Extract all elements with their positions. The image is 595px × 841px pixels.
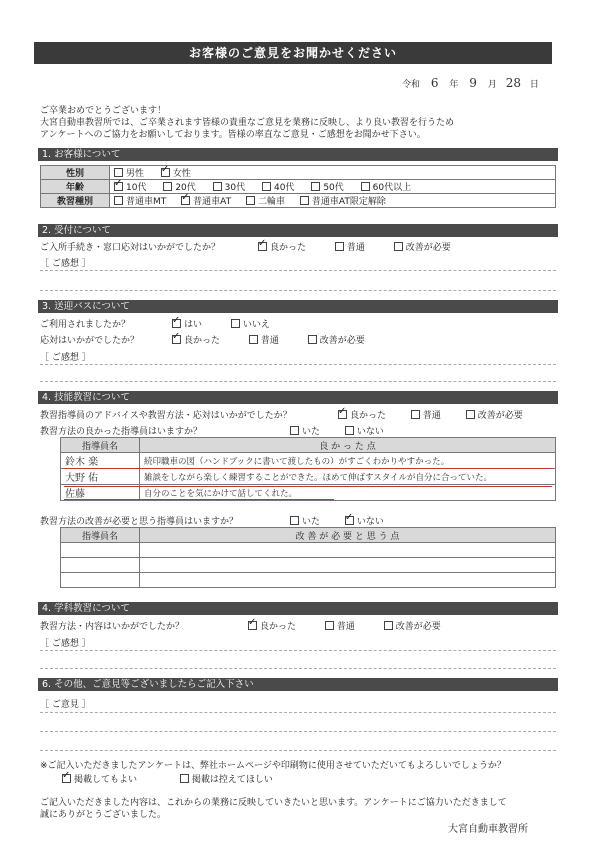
gender-label: 性別 — [41, 166, 110, 180]
section-other-header: 6. その他、ご意見等ございましたらご記入下さい — [38, 678, 558, 691]
date-month-value[interactable]: 9 — [469, 76, 477, 90]
reception-comment-label: ［ ご感想 ］ — [40, 259, 91, 269]
divider — [40, 650, 556, 651]
skill-q3-options — [290, 514, 384, 527]
good-table-header-name: 指導員名 — [61, 438, 140, 453]
skill-bad-instructor-yes-checkbox[interactable] — [290, 516, 299, 525]
consent-options — [62, 772, 273, 785]
bus-option-label: はい — [184, 320, 203, 330]
reception-option-label: 普通 — [346, 243, 365, 253]
course-at-release-checkbox[interactable] — [300, 196, 309, 205]
bus-good-checkbox[interactable] — [172, 335, 181, 344]
skill-option-label: いた — [302, 517, 321, 527]
skill-bad-instructor-no-checkbox[interactable] — [345, 516, 354, 525]
date-year-unit: 年 — [449, 80, 459, 90]
bus-normal-checkbox[interactable] — [249, 335, 258, 344]
consent-option-label: 掲載は控えてほしい — [191, 775, 273, 785]
divider — [40, 290, 556, 291]
section-skill-header: 4. 技能教習について — [38, 391, 558, 404]
skill-option-label: 普通 — [422, 411, 441, 421]
lecture-comment-label: ［ ご感想 ］ — [40, 639, 91, 649]
skill-option-label: 良かった — [350, 411, 387, 421]
lecture-option-label: 改善が必要 — [395, 622, 441, 632]
skill-option-label: いない — [356, 517, 384, 527]
skill-option-label: いない — [356, 427, 384, 437]
reception-option-label: 改善が必要 — [405, 243, 451, 253]
lecture-option-label: 良かった — [260, 622, 297, 632]
bus-no-checkbox[interactable] — [231, 319, 240, 328]
course-option-label: 二輪車 — [257, 197, 285, 207]
bus-q2-options — [172, 333, 365, 346]
improve-instructor-table — [60, 527, 556, 588]
redaction-line — [64, 499, 334, 500]
lecture-option-label: 普通 — [336, 622, 355, 632]
improve-instructor-point[interactable] — [140, 573, 556, 588]
bus-improve-checkbox[interactable] — [308, 335, 317, 344]
age-60s-checkbox[interactable] — [361, 182, 370, 191]
course-at-checkbox[interactable] — [181, 196, 190, 205]
skill-q1-options — [338, 408, 523, 421]
bus-option-label: いいえ — [242, 320, 270, 330]
course-option-label: 普通車AT — [193, 197, 232, 207]
bus-question-2: 応対はいかがでしたか？ — [40, 336, 140, 346]
improve-instructor-name[interactable] — [61, 543, 140, 558]
reception-question: ご入所手続き・窓口応対はいかがでしたか？ — [40, 243, 221, 253]
date-day-unit: 日 — [529, 80, 539, 90]
skill-question-3: 教習方法の改善が必要と思う指導員はいますか？ — [40, 517, 239, 527]
date-era: 令和 — [402, 80, 421, 90]
bus-option-label: 普通 — [260, 336, 279, 346]
bus-option-label: 良かった — [184, 336, 221, 346]
table-row — [61, 558, 556, 573]
lecture-improve-checkbox[interactable] — [384, 621, 393, 630]
improve-instructor-name[interactable] — [61, 573, 140, 588]
skill-option-label: 改善が必要 — [477, 411, 523, 421]
gender-female-label: 女性 — [172, 169, 191, 179]
date-day-value[interactable]: 28 — [505, 76, 521, 90]
intro-line-3: アンケートへのご協力をお願いしております。皆様の率直なご意見・ご感想をお聞かせ下さい。 — [40, 130, 426, 140]
table-row — [61, 543, 556, 558]
divider — [40, 270, 556, 271]
intro-line-2: 大宮自動車教習所では、ご卒業されます皆様の貴重なご意見を業務に反映し、より良い教習を行うため — [40, 118, 455, 128]
reception-normal-checkbox[interactable] — [335, 242, 344, 251]
lecture-normal-checkbox[interactable] — [325, 621, 334, 630]
redaction-line — [64, 486, 552, 487]
other-comment-label: ［ ご意見 ］ — [40, 700, 91, 710]
bus-question-1: ご利用されましたか？ — [40, 320, 131, 330]
customer-table — [40, 165, 556, 208]
gender-male-checkbox[interactable] — [114, 168, 123, 177]
consent-question: ※ご記入いただきましたアンケートは、弊社ホームページや印刷物に使用させていただいてもよろしいでしょうか？ — [40, 761, 506, 771]
course-option-label: 普通車MT — [126, 197, 167, 207]
skill-normal-checkbox[interactable] — [411, 410, 420, 419]
course-option-label: 普通車AT限定解除 — [311, 197, 386, 207]
divider — [40, 731, 556, 732]
course-label: 教習種別 — [41, 194, 110, 208]
age-50s-checkbox[interactable] — [311, 182, 320, 191]
improve-instructor-point[interactable] — [140, 558, 556, 573]
good-instructor-name[interactable]: 佐藤 — [61, 485, 140, 501]
gender-male-label: 男性 — [126, 169, 145, 179]
lecture-good-checkbox[interactable] — [248, 621, 257, 630]
reception-options — [258, 240, 451, 253]
improve-instructor-name[interactable] — [61, 558, 140, 573]
skill-improve-checkbox[interactable] — [466, 410, 475, 419]
divider — [40, 668, 556, 669]
skill-good-instructor-yes-checkbox[interactable] — [290, 426, 299, 435]
table-row — [61, 469, 556, 485]
lecture-question: 教習方法・内容はいかがでしたか？ — [40, 622, 185, 632]
lecture-options — [248, 619, 441, 632]
consent-decline-checkbox[interactable] — [180, 774, 189, 783]
table-row — [61, 453, 556, 469]
divider — [40, 750, 556, 751]
age-30s-checkbox[interactable] — [213, 182, 222, 191]
table-row — [61, 573, 556, 588]
date-year-value[interactable]: 6 — [430, 76, 439, 90]
reception-good-checkbox[interactable] — [258, 242, 267, 251]
section-customer-header: 1. お客様について — [38, 148, 558, 161]
age-20s-checkbox[interactable] — [163, 182, 172, 191]
good-instructor-point[interactable]: 雑談をしながら楽しく練習することができた。ほめて伸ばすスタイルが自分に合っていた。 — [140, 469, 556, 485]
skill-question-2: 教習方法の良かった指導員はいますか？ — [40, 427, 203, 437]
skill-option-label: いた — [302, 427, 321, 437]
good-instructor-point[interactable]: 続印職車の図（ハンドブックに書いて渡したもの）がすごくわかりやすかった。 — [140, 453, 556, 469]
redaction-line — [64, 468, 552, 469]
good-instructor-point[interactable]: 自分のことを気にかけて話してくれた。 — [140, 485, 556, 501]
reception-improve-checkbox[interactable] — [394, 242, 403, 251]
age-option-label: 60代以上 — [372, 183, 412, 193]
age-10s-checkbox[interactable] — [114, 182, 123, 191]
reception-option-label: 良かった — [270, 243, 307, 253]
skill-q2-options — [290, 424, 384, 437]
footer-line-1: ご記入いただきました内容は、これからの業務に反映していきたいと思います。アンケートにご協力いただきまして — [40, 798, 507, 808]
age-option-label: 40代 — [273, 183, 295, 193]
section-reception-header: 2. 受付について — [38, 224, 558, 237]
gender-female-checkbox[interactable] — [161, 168, 170, 177]
page-title: お客様のご意見をお聞かせください — [34, 42, 552, 64]
date-month-unit: 月 — [487, 80, 497, 90]
consent-option-label: 掲載してもよい — [74, 775, 138, 785]
good-instructor-name[interactable]: 大野 佑 — [61, 469, 140, 485]
age-option-label: 50代 — [323, 183, 344, 193]
date-field — [402, 76, 539, 90]
skill-good-instructor-no-checkbox[interactable] — [345, 426, 354, 435]
section-bus-header: 3. 送迎バスについて — [38, 300, 558, 313]
course-motorcycle-checkbox[interactable] — [246, 196, 255, 205]
good-instructor-table — [60, 437, 556, 501]
improve-instructor-point[interactable] — [140, 543, 556, 558]
improve-table-header-name: 指導員名 — [61, 528, 140, 543]
age-option-label: 10代 — [126, 183, 147, 193]
good-table-header-point: 良 か っ た 点 — [140, 438, 556, 453]
course-mt-checkbox[interactable] — [114, 196, 123, 205]
skill-question-1: 教習指導員のアドバイスや教習方法・応対はいかがでしたか？ — [40, 411, 292, 421]
age-option-label: 30代 — [224, 183, 246, 193]
good-instructor-name[interactable]: 鈴木 楽 — [61, 453, 140, 469]
divider — [40, 381, 556, 382]
bus-option-label: 改善が必要 — [319, 336, 365, 346]
divider — [40, 364, 556, 365]
age-label: 年齢 — [41, 180, 110, 194]
bus-q1-options — [172, 317, 270, 330]
footer-line-2: 誠にありがとうございました。 — [40, 810, 167, 820]
skill-good-checkbox[interactable] — [338, 410, 347, 419]
intro-line-1: ご卒業おめでとうございます！ — [40, 106, 167, 116]
bus-yes-checkbox[interactable] — [172, 319, 181, 328]
improve-table-header-point: 改 善 が 必 要 と 思 う 点 — [140, 528, 556, 543]
age-option-label: 20代 — [175, 183, 196, 193]
consent-allow-checkbox[interactable] — [62, 774, 71, 783]
bus-comment-label: ［ ご感想 ］ — [40, 353, 91, 363]
age-40s-checkbox[interactable] — [262, 182, 271, 191]
divider — [40, 712, 556, 713]
section-lecture-header: 4. 学科教習について — [38, 602, 558, 615]
company-name: 大宮自動車教習所 — [448, 824, 528, 835]
